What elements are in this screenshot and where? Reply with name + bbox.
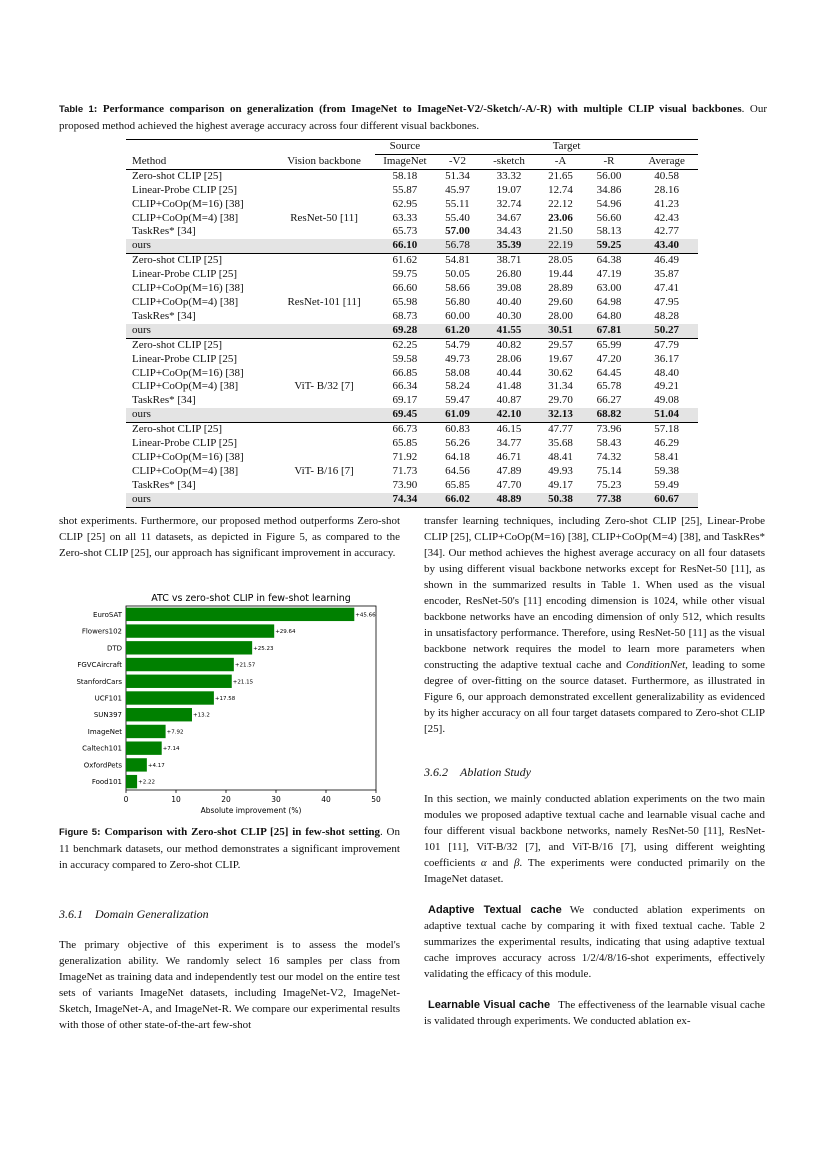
value-cell: 28.16 bbox=[654, 183, 680, 196]
category-label: UCF101 bbox=[94, 694, 122, 703]
category-label: DTD bbox=[106, 644, 122, 653]
value-cell: 28.05 bbox=[538, 254, 582, 268]
backbone-cell bbox=[274, 254, 375, 268]
table-row bbox=[126, 367, 698, 381]
category-label: Caltech101 bbox=[82, 744, 122, 753]
backbone-cell bbox=[274, 367, 375, 381]
value-cell: 38.71 bbox=[480, 254, 539, 268]
section-3-6-2-paragraph: In this section, we mainly conducted ablation experiments on the two main modules we proposed adaptive textual cache and learnable visual cache and four different visual backbone networks, namely ResNet-50 [11], ResNet-101 [11], ViT-B/32 [7], and ViT-B/16 [7], using different weighting coefficients α and β. The experiments were conducted primarily on the ImageNet dataset. bbox=[424, 793, 765, 885]
value-cell: 60.83 bbox=[435, 423, 479, 437]
value-cell: 56.80 bbox=[445, 295, 470, 308]
backbone-cell bbox=[274, 239, 375, 253]
method-cell: TaskRes* [34] bbox=[132, 394, 196, 407]
value-cell: 58.41 bbox=[654, 450, 680, 463]
value-cell: 50.38 bbox=[538, 493, 582, 507]
table-row bbox=[126, 169, 698, 183]
value-cell: 61.62 bbox=[375, 254, 436, 268]
learnable-visual-cache-paragraph: Learnable Visual cache The effectiveness of the learnable visual cache is validated through experiments. We conducted ablation ex- bbox=[424, 999, 765, 1027]
value-cell: 65.98 bbox=[392, 295, 418, 308]
value-cell: 40.44 bbox=[496, 366, 522, 379]
figure5-chart bbox=[70, 588, 400, 818]
value-label: +29.64 bbox=[275, 629, 296, 636]
section-3-6-1-paragraph: The primary objective of this experiment is to assess the model's generalization ability. We randomly select 16 samples per class from ImageNet as training data and independently test our model on the entire test sets of variants ImageNet datasets, including ImageNet-V2, ImageNet-Sketch, ImageNet-A, and ImageNet-R. We compare our experimental results with those of other state-of-the-art few-shot bbox=[59, 939, 400, 1031]
value-cell: 49.73 bbox=[445, 352, 470, 365]
value-cell: 41.55 bbox=[480, 324, 539, 338]
x-tick-label: 10 bbox=[171, 795, 181, 804]
table-row bbox=[126, 451, 698, 465]
value-cell: 65.78 bbox=[596, 380, 622, 393]
method-cell: CLIP+CoOp(M=4) [38] bbox=[132, 295, 239, 308]
backbone-cell bbox=[274, 169, 375, 183]
category-label: EuroSAT bbox=[93, 610, 122, 619]
value-cell: 48.89 bbox=[480, 493, 539, 507]
value-label: +17.58 bbox=[214, 696, 236, 702]
value-cell: 63.00 bbox=[596, 282, 622, 295]
method-cell: Linear-Probe CLIP [25] bbox=[132, 352, 238, 365]
backbone-cell bbox=[274, 268, 375, 282]
value-cell: 48.40 bbox=[654, 366, 680, 379]
col-average: Average bbox=[635, 154, 698, 169]
value-cell: 28.06 bbox=[496, 352, 522, 365]
backbone-cell bbox=[274, 338, 375, 352]
col-a: -A bbox=[538, 154, 582, 169]
value-cell: 40.58 bbox=[654, 169, 680, 182]
value-cell: 69.17 bbox=[392, 394, 418, 407]
col-sketch: -sketch bbox=[480, 154, 539, 169]
value-cell: 47.95 bbox=[654, 295, 680, 308]
value-cell: 30.51 bbox=[538, 324, 582, 338]
value-cell: 31.34 bbox=[548, 380, 573, 393]
section-title: Ablation Study bbox=[460, 765, 531, 779]
learnable-visual-cache-title: Learnable Visual cache bbox=[428, 999, 551, 1011]
value-cell: 35.68 bbox=[548, 437, 573, 450]
table-row bbox=[126, 239, 698, 253]
table-row bbox=[126, 282, 698, 296]
adaptive-textual-cache-paragraph: Adaptive Textual cache We conducted ablation experiments on adaptive textual cache by comparing it with fixed textual cache. Table 2 summarizes the experimental results, indicating that using adaptive textual cache improves accuracy across 1/2/4/8/16-shot experiments, effectively validating the efficacy of this module. bbox=[424, 904, 766, 980]
table-row bbox=[126, 423, 698, 437]
results-table bbox=[126, 139, 698, 508]
x-tick-label: 30 bbox=[271, 795, 281, 804]
col-backbone: Vision backbone bbox=[274, 154, 375, 169]
value-cell: 47.20 bbox=[596, 352, 622, 365]
value-cell: 58.13 bbox=[596, 225, 622, 238]
method-cell: CLIP+CoOp(M=4) [38] bbox=[132, 380, 239, 393]
bar bbox=[126, 641, 252, 654]
value-cell: 29.57 bbox=[538, 338, 582, 352]
x-tick-label: 40 bbox=[321, 795, 331, 804]
value-cell: 48.28 bbox=[654, 309, 680, 322]
x-tick-label: 50 bbox=[371, 795, 381, 804]
value-cell: 62.95 bbox=[392, 197, 418, 210]
value-cell: 71.73 bbox=[392, 464, 418, 477]
backbone-cell bbox=[274, 324, 375, 338]
table-row bbox=[126, 212, 698, 226]
value-cell: 74.34 bbox=[375, 493, 436, 507]
value-cell: 26.80 bbox=[496, 268, 522, 281]
backbone-cell bbox=[274, 282, 375, 296]
table-row bbox=[126, 324, 698, 338]
col-v2: -V2 bbox=[435, 154, 479, 169]
figure5-caption bbox=[59, 824, 400, 873]
value-cell: 64.56 bbox=[445, 464, 470, 477]
value-cell: 59.75 bbox=[392, 268, 418, 281]
bar bbox=[126, 725, 166, 738]
backbone-cell bbox=[274, 479, 375, 493]
value-cell: 68.73 bbox=[392, 309, 418, 322]
value-cell: 47.19 bbox=[596, 268, 622, 281]
value-cell: 69.45 bbox=[375, 408, 436, 422]
value-cell: 59.47 bbox=[445, 394, 470, 407]
bar bbox=[126, 691, 214, 704]
value-cell: 47.70 bbox=[496, 478, 522, 491]
method-cell: Zero-shot CLIP [25] bbox=[132, 169, 223, 182]
value-cell: 35.39 bbox=[480, 239, 539, 253]
value-cell: 42.43 bbox=[654, 211, 680, 224]
value-cell: 58.18 bbox=[392, 169, 418, 182]
value-cell: 34.86 bbox=[596, 183, 622, 196]
value-cell: 57.00 bbox=[445, 225, 470, 238]
value-cell: 64.80 bbox=[596, 309, 622, 322]
value-cell: 47.89 bbox=[496, 464, 522, 477]
value-cell: 49.17 bbox=[548, 478, 573, 491]
value-cell: 51.34 bbox=[445, 169, 470, 182]
value-cell: 47.77 bbox=[538, 423, 582, 437]
value-cell: 30.62 bbox=[548, 366, 573, 379]
backbone-cell bbox=[274, 353, 375, 367]
method-cell: CLIP+CoOp(M=16) [38] bbox=[132, 366, 244, 379]
value-cell: 69.28 bbox=[375, 324, 436, 338]
value-cell: 29.70 bbox=[548, 394, 573, 407]
value-cell: 58.43 bbox=[596, 437, 622, 450]
value-cell: 12.74 bbox=[548, 183, 573, 196]
table-row bbox=[126, 338, 698, 352]
figure5-rest: . On 11 benchmark datasets, our method demonstrates a significant improvement in accuracy compared to Zero-shot CLIP. bbox=[59, 826, 401, 871]
value-cell: 46.15 bbox=[480, 423, 539, 437]
table-row bbox=[126, 184, 698, 198]
bar bbox=[126, 758, 147, 771]
backbone-cell bbox=[274, 184, 375, 198]
header-row-1 bbox=[126, 140, 698, 155]
table-row bbox=[126, 310, 698, 324]
value-cell: 40.82 bbox=[480, 338, 539, 352]
value-cell: 36.17 bbox=[654, 352, 680, 365]
method-cell: ours bbox=[126, 493, 274, 507]
value-label: +4.17 bbox=[147, 762, 165, 769]
table-row bbox=[126, 394, 698, 408]
method-cell: CLIP+CoOp(M=4) [38] bbox=[132, 211, 239, 224]
value-cell: 34.77 bbox=[496, 437, 522, 450]
table-label: Table 1 bbox=[59, 104, 94, 115]
table-row bbox=[126, 479, 698, 493]
table-row bbox=[126, 225, 698, 239]
value-cell: 59.58 bbox=[392, 352, 418, 365]
alpha-symbol: α bbox=[480, 857, 487, 869]
bar bbox=[126, 624, 274, 637]
bar bbox=[126, 658, 234, 671]
value-cell: 61.09 bbox=[435, 408, 479, 422]
method-cell: CLIP+CoOp(M=16) [38] bbox=[132, 197, 244, 210]
value-cell: 56.26 bbox=[445, 437, 470, 450]
value-cell: 59.49 bbox=[654, 478, 680, 491]
value-cell: 71.92 bbox=[392, 450, 418, 463]
value-cell: 60.67 bbox=[635, 493, 698, 507]
value-cell: 48.41 bbox=[548, 450, 573, 463]
method-cell: ours bbox=[126, 239, 274, 253]
value-cell: 66.34 bbox=[392, 380, 418, 393]
value-cell: 66.85 bbox=[392, 366, 418, 379]
bar bbox=[126, 608, 354, 621]
table-row bbox=[126, 408, 698, 422]
value-cell: 75.14 bbox=[596, 464, 622, 477]
section-title: Domain Generalization bbox=[95, 907, 209, 921]
value-cell: 28.00 bbox=[548, 309, 573, 322]
value-label: +7.14 bbox=[162, 746, 180, 753]
value-cell: 32.13 bbox=[538, 408, 582, 422]
value-cell: 59.25 bbox=[583, 239, 636, 253]
value-cell: 55.11 bbox=[445, 197, 470, 210]
value-cell: 47.41 bbox=[654, 282, 680, 295]
value-label: +7.92 bbox=[166, 729, 184, 736]
method-cell: TaskRes* [34] bbox=[132, 309, 196, 322]
value-cell: 56.78 bbox=[435, 239, 479, 253]
backbone-cell: ViT- B/16 [7] bbox=[294, 464, 354, 477]
figure5-title: : Comparison with Zero-shot CLIP [25] in few-shot setting bbox=[97, 826, 380, 838]
value-cell: 43.40 bbox=[635, 239, 698, 253]
value-cell: 21.65 bbox=[548, 169, 573, 182]
beta-symbol: β bbox=[513, 857, 520, 869]
left-top-paragraph: shot experiments. Furthermore, our proposed method outperforms Zero-shot CLIP [25] on all 11 datasets, as depicted in Figure 5, as compared to the Zero-shot CLIP [25], our approach has significant improvement in accuracy. bbox=[59, 515, 400, 559]
method-cell: ours bbox=[126, 324, 274, 338]
section-3-6-2-heading bbox=[424, 765, 531, 780]
value-cell: 50.27 bbox=[635, 324, 698, 338]
value-cell: 65.85 bbox=[445, 478, 470, 491]
table-row bbox=[126, 380, 698, 394]
bar bbox=[126, 675, 232, 688]
value-cell: 22.19 bbox=[538, 239, 582, 253]
value-label: +13.2 bbox=[193, 712, 210, 719]
backbone-cell bbox=[274, 408, 375, 422]
value-cell: 41.23 bbox=[654, 197, 680, 210]
method-cell: CLIP+CoOp(M=16) [38] bbox=[132, 450, 244, 463]
section-number: 3.6.1 bbox=[59, 907, 83, 921]
method-cell: TaskRes* [34] bbox=[132, 478, 196, 491]
value-cell: 67.81 bbox=[583, 324, 636, 338]
value-cell: 39.08 bbox=[496, 282, 522, 295]
x-tick-label: 0 bbox=[123, 795, 129, 804]
value-cell: 56.60 bbox=[596, 211, 622, 224]
source-header: Source bbox=[375, 140, 436, 155]
value-cell: 46.71 bbox=[496, 450, 522, 463]
value-cell: 64.18 bbox=[445, 450, 470, 463]
backbone-cell bbox=[274, 198, 375, 212]
value-cell: 51.04 bbox=[635, 408, 698, 422]
value-cell: 40.40 bbox=[496, 295, 522, 308]
table-row bbox=[126, 254, 698, 268]
value-cell: 68.82 bbox=[583, 408, 636, 422]
table-row bbox=[126, 198, 698, 212]
bar bbox=[126, 775, 137, 788]
value-cell: 59.38 bbox=[654, 464, 680, 477]
backbone-cell bbox=[274, 225, 375, 239]
condition-net-math: ConditionNet bbox=[625, 659, 686, 671]
value-label: +21.57 bbox=[234, 662, 256, 669]
table-row bbox=[126, 296, 698, 310]
value-cell: 19.44 bbox=[548, 268, 573, 281]
table-row bbox=[126, 437, 698, 451]
table-row bbox=[126, 493, 698, 507]
value-cell: 47.79 bbox=[635, 338, 698, 352]
table-caption-rest: . Our proposed method achieved the highest average accuracy across four different visual backbones. bbox=[59, 103, 768, 132]
category-label: ImageNet bbox=[87, 727, 122, 736]
category-label: FGVCAircraft bbox=[77, 661, 122, 670]
value-cell: 40.87 bbox=[496, 394, 522, 407]
backbone-cell bbox=[274, 394, 375, 408]
value-label: +2.22 bbox=[138, 779, 155, 786]
value-cell: 19.07 bbox=[496, 183, 522, 196]
value-cell: 66.10 bbox=[375, 239, 436, 253]
value-cell: 19.67 bbox=[548, 352, 573, 365]
col-method: Method bbox=[126, 154, 274, 169]
bar bbox=[126, 708, 192, 721]
value-cell: 33.32 bbox=[496, 169, 522, 182]
value-cell: 45.97 bbox=[445, 183, 470, 196]
value-cell: 32.74 bbox=[496, 197, 522, 210]
right-paragraph-1: transfer learning techniques, including Zero-shot CLIP [25], Linear-Probe CLIP [25], CLIP+CoOp(M=16) [38], CLIP+CoOp(M=4) [38], and TaskRes* [34]. Our method achieves the highest average accuracy on all four datasets by using different visual backbone networks except for ResNet-50 [11], as shown in the summarized results in Table 1. When used as the visual encoder, ResNet-50's [11] encoding dimension is 1024, while other visual backbone networks have an encoding dimension of only 512, which results in unsatisfactory performance. Therefore, using ResNet-50 [11] as the visual backbone network requires the model to learn more parameters when constructing the adaptive textual cache and ConditionNet, leading to some degree of over-fitting on the source dataset. Furthermore, as illustrated in Figure 6, our approach demonstrated excellent generalizability as evidenced by its higher accuracy on all four target datasets compared to Zero-shot CLIP [25]. bbox=[424, 515, 766, 735]
bar bbox=[126, 741, 162, 754]
value-cell: 49.21 bbox=[654, 380, 680, 393]
value-cell: 41.48 bbox=[496, 380, 522, 393]
value-cell: 42.77 bbox=[654, 225, 680, 238]
value-cell: 65.85 bbox=[392, 437, 418, 450]
value-cell: 35.87 bbox=[654, 268, 680, 281]
category-label: SUN397 bbox=[93, 711, 122, 720]
value-cell: 55.40 bbox=[445, 211, 470, 224]
value-cell: 46.49 bbox=[635, 254, 698, 268]
value-cell: 60.00 bbox=[445, 309, 470, 322]
method-cell: CLIP+CoOp(M=4) [38] bbox=[132, 464, 239, 477]
value-label: +25.23 bbox=[253, 645, 274, 652]
value-cell: 22.12 bbox=[548, 197, 573, 210]
value-cell: 64.45 bbox=[596, 366, 622, 379]
value-cell: 49.08 bbox=[654, 394, 680, 407]
value-cell: 58.08 bbox=[445, 366, 470, 379]
category-label: Flowers102 bbox=[81, 627, 122, 636]
value-cell: 54.96 bbox=[596, 197, 622, 210]
method-cell: Zero-shot CLIP [25] bbox=[126, 423, 274, 437]
backbone-cell bbox=[274, 493, 375, 507]
section-3-6-1-heading bbox=[59, 907, 209, 922]
value-cell: 73.96 bbox=[583, 423, 636, 437]
value-cell: 65.99 bbox=[583, 338, 636, 352]
category-label: StanfordCars bbox=[76, 677, 122, 686]
category-label: Food101 bbox=[91, 778, 122, 787]
col-imagenet: ImageNet bbox=[375, 154, 436, 169]
backbone-cell bbox=[274, 310, 375, 324]
value-cell: 55.87 bbox=[392, 183, 418, 196]
value-cell: 74.32 bbox=[596, 450, 622, 463]
backbone-cell bbox=[274, 451, 375, 465]
value-cell: 62.25 bbox=[375, 338, 436, 352]
value-label: +21.15 bbox=[232, 679, 254, 686]
header-row-2 bbox=[126, 154, 698, 169]
value-cell: 58.24 bbox=[445, 380, 470, 393]
backbone-cell: ResNet-101 [11] bbox=[287, 295, 361, 308]
chart-title: ATC vs zero-shot CLIP in few-shot learning bbox=[151, 593, 351, 604]
value-cell: 77.38 bbox=[583, 493, 636, 507]
value-cell: 61.20 bbox=[435, 324, 479, 338]
value-cell: 28.89 bbox=[548, 282, 573, 295]
value-cell: 58.66 bbox=[445, 282, 470, 295]
section-number: 3.6.2 bbox=[424, 765, 448, 779]
value-cell: 66.27 bbox=[596, 394, 622, 407]
method-cell: CLIP+CoOp(M=16) [38] bbox=[132, 282, 244, 295]
backbone-cell: ResNet-50 [11] bbox=[290, 211, 358, 224]
method-cell: Linear-Probe CLIP [25] bbox=[132, 268, 238, 281]
value-cell: 73.90 bbox=[392, 478, 418, 491]
table-row bbox=[126, 465, 698, 479]
value-cell: 75.23 bbox=[596, 478, 622, 491]
value-cell: 42.10 bbox=[480, 408, 539, 422]
value-cell: 34.67 bbox=[496, 211, 522, 224]
value-cell: 54.81 bbox=[435, 254, 479, 268]
value-cell: 66.60 bbox=[392, 282, 418, 295]
method-cell: TaskRes* [34] bbox=[132, 225, 196, 238]
method-cell: Linear-Probe CLIP [25] bbox=[132, 183, 238, 196]
table-row bbox=[126, 353, 698, 367]
value-cell: 54.79 bbox=[435, 338, 479, 352]
value-cell: 56.00 bbox=[596, 169, 622, 182]
adaptive-textual-cache-title: Adaptive Textual cache bbox=[428, 904, 562, 916]
method-cell: Linear-Probe CLIP [25] bbox=[132, 437, 238, 450]
value-cell: 49.93 bbox=[548, 464, 573, 477]
value-cell: 64.38 bbox=[583, 254, 636, 268]
x-tick-label: 20 bbox=[221, 795, 231, 804]
value-cell: 63.33 bbox=[392, 211, 418, 224]
value-cell: 50.05 bbox=[445, 268, 470, 281]
value-cell: 34.43 bbox=[496, 225, 522, 238]
backbone-cell: ViT- B/32 [7] bbox=[294, 380, 354, 393]
figure5-label: Figure 5 bbox=[59, 827, 98, 838]
col-r: -R bbox=[583, 154, 636, 169]
value-cell: 29.60 bbox=[548, 295, 573, 308]
table-caption-title: : Performance comparison on generalization (from ImageNet to ImageNet-V2/-Sketch/-A/-R) with multiple CLIP visual backbones bbox=[93, 103, 742, 115]
value-cell: 23.06 bbox=[548, 211, 573, 224]
value-cell: 66.73 bbox=[375, 423, 436, 437]
value-cell: 46.29 bbox=[654, 437, 680, 450]
category-label: OxfordPets bbox=[83, 761, 122, 770]
backbone-cell bbox=[274, 423, 375, 437]
method-cell: Zero-shot CLIP [25] bbox=[126, 338, 274, 352]
value-cell: 40.30 bbox=[496, 309, 522, 322]
method-cell: Zero-shot CLIP [25] bbox=[126, 254, 274, 268]
target-header: Target bbox=[552, 140, 581, 152]
table-caption bbox=[59, 101, 767, 134]
value-cell: 65.73 bbox=[392, 225, 418, 238]
table-row bbox=[126, 268, 698, 282]
value-cell: 64.98 bbox=[596, 295, 622, 308]
value-label: +45.66 bbox=[355, 612, 376, 619]
x-axis-label: Absolute improvement (%) bbox=[200, 806, 302, 815]
value-cell: 57.18 bbox=[635, 423, 698, 437]
method-cell: ours bbox=[126, 408, 274, 422]
value-cell: 21.50 bbox=[548, 225, 573, 238]
value-cell: 66.02 bbox=[435, 493, 479, 507]
backbone-cell bbox=[274, 437, 375, 451]
